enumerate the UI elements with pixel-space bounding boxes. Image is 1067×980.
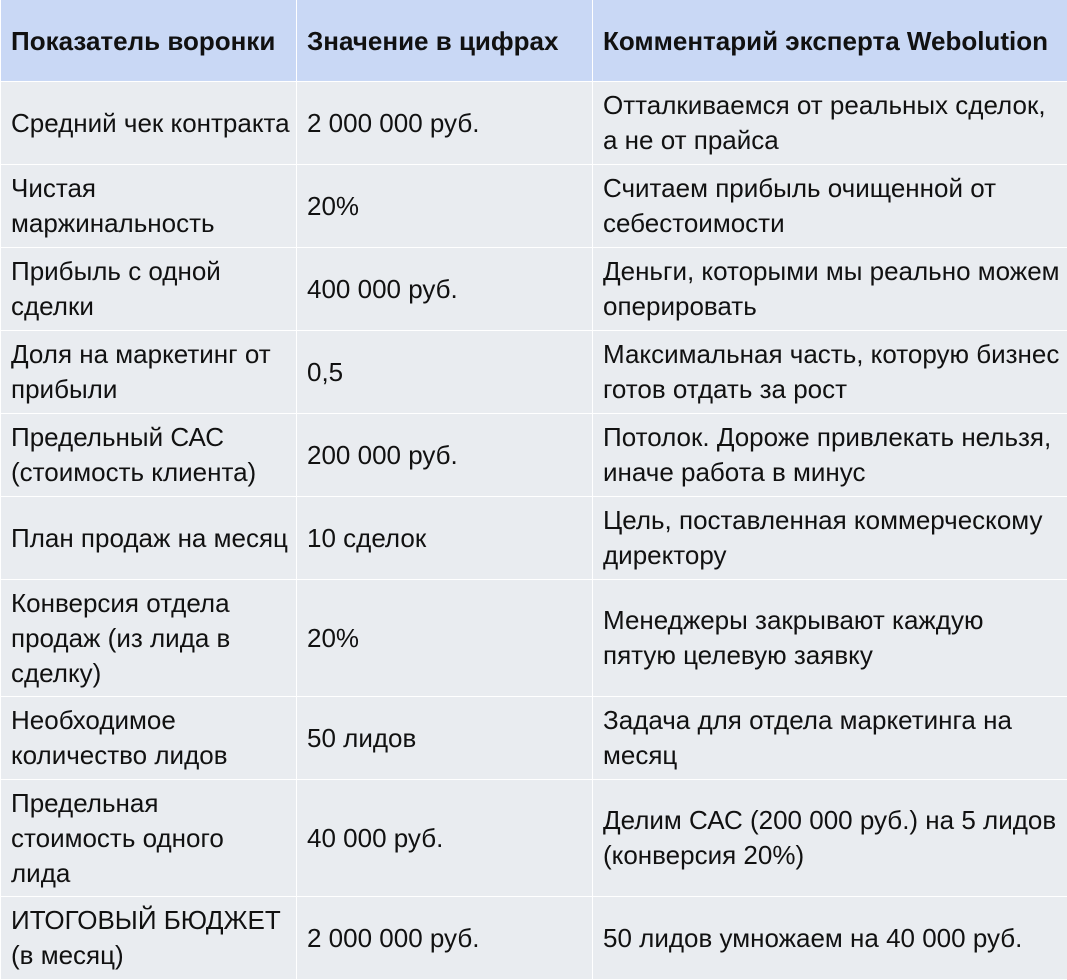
header-indicator: Показатель воронки: [1, 0, 297, 82]
indicator-cell: План продаж на месяц: [1, 497, 297, 580]
table-row: [1, 331, 1067, 414]
value-cell: 20%: [297, 580, 593, 697]
table-row: [1, 414, 1067, 497]
table-row: [1, 82, 1067, 165]
value-cell: 20%: [297, 165, 593, 248]
table-header-row: [1, 0, 1067, 82]
comment-cell: Задача для отдела маркетинга на месяц: [593, 697, 1067, 780]
table-row: [1, 497, 1067, 580]
indicator-cell: Конверсия отдела продаж (из лида в сделку): [1, 580, 297, 697]
comment-cell: Деньги, которыми мы реально можем оперировать: [593, 248, 1067, 331]
value-cell: 2 000 000 руб.: [297, 897, 593, 980]
table-row: [1, 780, 1067, 897]
value-cell: 40 000 руб.: [297, 780, 593, 897]
value-cell: 50 лидов: [297, 697, 593, 780]
header-value: Значение в цифрах: [297, 0, 593, 82]
header-comment: Комментарий эксперта Webolution: [593, 0, 1067, 82]
comment-cell: Отталкиваемся от реальных сделок, а не от прайса: [593, 82, 1067, 165]
indicator-cell: Предельная стоимость одного лида: [1, 780, 297, 897]
indicator-cell: Доля на маркетинг от прибыли: [1, 331, 297, 414]
indicator-cell: Необходимое количество лидов: [1, 697, 297, 780]
comment-cell: 50 лидов умножаем на 40 000 руб.: [593, 897, 1067, 980]
indicator-cell: Чистая маржинальность: [1, 165, 297, 248]
value-cell: 10 сделок: [297, 497, 593, 580]
comment-cell: Делим САС (200 000 руб.) на 5 лидов (конверсия 20%): [593, 780, 1067, 897]
value-cell: 2 000 000 руб.: [297, 82, 593, 165]
comment-cell: Цель, поставленная коммерческому директору: [593, 497, 1067, 580]
comment-cell: Максимальная часть, которую бизнес готов отдать за рост: [593, 331, 1067, 414]
indicator-cell: Средний чек контракта: [1, 82, 297, 165]
table-row: [1, 165, 1067, 248]
value-cell: 0,5: [297, 331, 593, 414]
table-row: [1, 248, 1067, 331]
indicator-cell: Прибыль с одной сделки: [1, 248, 297, 331]
value-cell: 400 000 руб.: [297, 248, 593, 331]
table-row: [1, 897, 1067, 980]
indicator-cell: Предельный САС (стоимость клиента): [1, 414, 297, 497]
comment-cell: Считаем прибыль очищенной от себестоимости: [593, 165, 1067, 248]
value-cell: 200 000 руб.: [297, 414, 593, 497]
table-row: [1, 580, 1067, 697]
table-row: [1, 697, 1067, 780]
comment-cell: Потолок. Дороже привлекать нельзя, иначе работа в минус: [593, 414, 1067, 497]
indicator-cell: ИТОГОВЫЙ БЮДЖЕТ (в месяц): [1, 897, 297, 980]
comment-cell: Менеджеры закрывают каждую пятую целевую заявку: [593, 580, 1067, 697]
